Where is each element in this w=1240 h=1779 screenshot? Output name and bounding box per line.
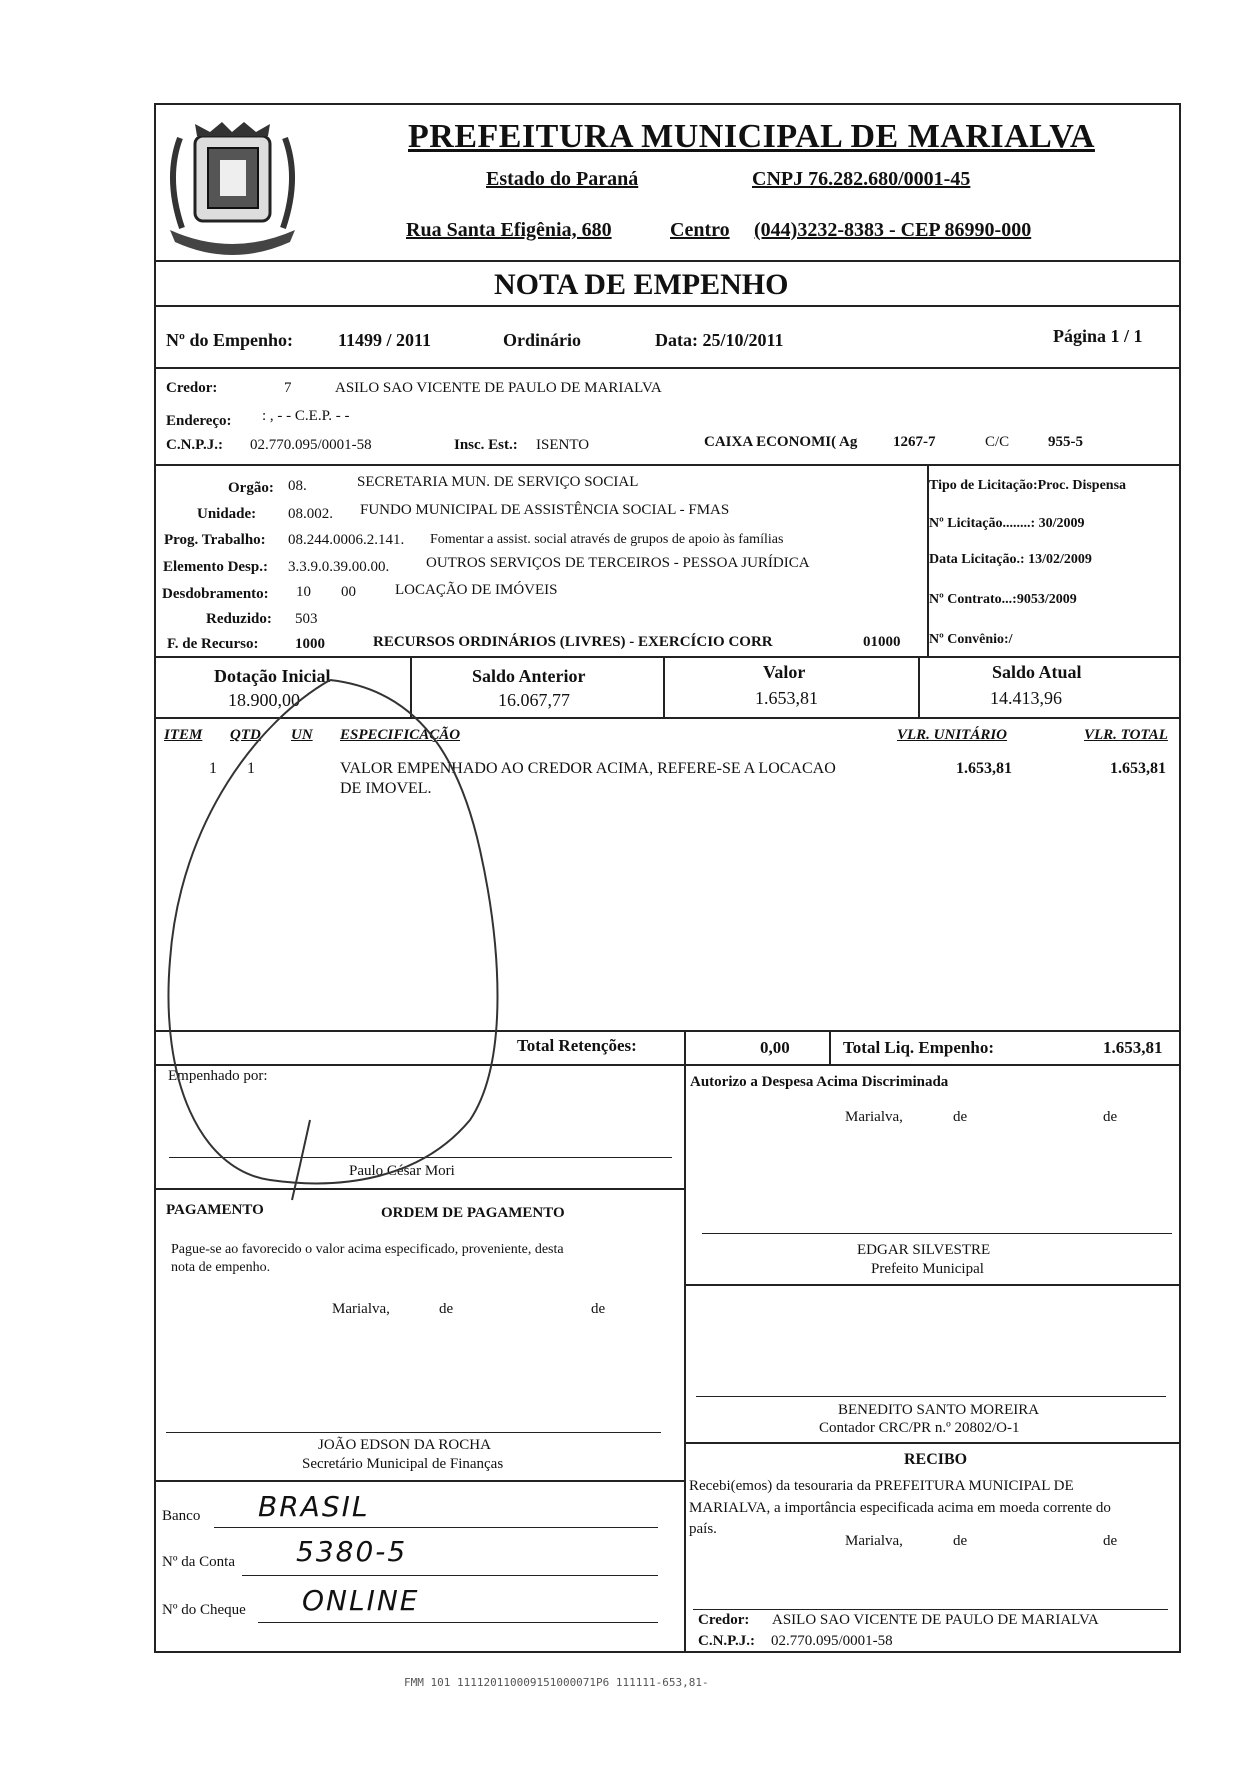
- item-unit-value: 1.653,81: [956, 760, 1012, 777]
- recurso-ref: 01000: [863, 634, 901, 650]
- elemento-name: OUTROS SERVIÇOS DE TERCEIROS - PESSOA JURÍDICA: [426, 555, 810, 571]
- pagamento-place: Marialva,: [332, 1301, 390, 1317]
- recurso-name: RECURSOS ORDINÁRIOS (LIVRES) - EXERCÍCIO CORR: [373, 634, 773, 650]
- saldo-anterior-value: 16.067,77: [498, 690, 570, 710]
- saldo-atual-label: Saldo Atual: [992, 662, 1082, 682]
- prog-label: Prog. Trabalho:: [164, 532, 266, 548]
- credor-name: ASILO SAO VICENTE DE PAULO DE MARIALVA: [335, 380, 662, 396]
- unidade-label: Unidade:: [197, 506, 257, 522]
- footer-code: FMM 101 111120110009151000071P6 111111-653,81-: [404, 1676, 709, 1689]
- licitacao-convenio: Nº Convênio:/: [929, 632, 1013, 647]
- item-qtd: 1: [247, 760, 255, 777]
- divider: [154, 1064, 1181, 1066]
- desdobramento-label: Desdobramento:: [162, 586, 269, 602]
- licitacao-tipo: Tipo de Licitação:Proc. Dispensa: [929, 478, 1127, 493]
- elemento-label: Elemento Desp.:: [163, 559, 268, 575]
- signature-line: [693, 1609, 1168, 1610]
- recibo-text-line3: país.: [689, 1521, 717, 1537]
- address-value: : , - - C.E.P. - -: [262, 408, 350, 424]
- reduzido-label: Reduzido:: [206, 611, 272, 627]
- cc-label: C/C: [985, 434, 1010, 450]
- divider: [410, 656, 412, 718]
- cnpj-label: C.N.P.J.:: [166, 437, 223, 453]
- cheque-label: Nº do Cheque: [162, 1602, 246, 1618]
- recibo-text-line1: Recebi(emos) da tesouraria da PREFEITURA MUNICIPAL DE: [689, 1478, 1074, 1494]
- header-district: Centro: [670, 219, 730, 241]
- bank-name: CAIXA ECONOMI( Ag: [704, 434, 858, 450]
- empenho-number: 11499 / 2011: [338, 330, 432, 350]
- divider: [154, 464, 1181, 466]
- unidade-name: FUNDO MUNICIPAL DE ASSISTÊNCIA SOCIAL - FMAS: [360, 502, 730, 518]
- field-line: [242, 1575, 658, 1576]
- empenho-label: Nº do Empenho:: [166, 330, 293, 350]
- recurso-code: 1000: [295, 636, 325, 652]
- recibo-credor-label: Credor:: [698, 1612, 750, 1628]
- divider: [684, 1064, 686, 1653]
- item-total-value: 1.653,81: [1110, 760, 1166, 777]
- pagamento-label: PAGAMENTO: [166, 1202, 264, 1218]
- divider: [154, 656, 1181, 658]
- header-phone-cep: (044)3232-8383 - CEP 86990-000: [754, 219, 1032, 241]
- contador-signer: BENEDITO SANTO MOREIRA: [838, 1402, 1040, 1418]
- liq-label: Total Liq. Empenho:: [843, 1038, 994, 1057]
- conta-label: Nº da Conta: [162, 1554, 235, 1570]
- pagamento-de1: de: [439, 1301, 454, 1317]
- field-line: [214, 1527, 658, 1528]
- item-desc-line1: VALOR EMPENHADO AO CREDOR ACIMA, REFERE-SE A LOCACAO: [340, 760, 836, 777]
- autorizo-place: Marialva,: [845, 1109, 903, 1125]
- autorizo-de1: de: [953, 1109, 968, 1125]
- liq-value: 1.653,81: [1103, 1038, 1163, 1057]
- licitacao-contrato: Nº Contrato...:9053/2009: [929, 592, 1077, 607]
- divider: [154, 260, 1181, 262]
- recibo-cnpj-value: 02.770.095/0001-58: [771, 1633, 893, 1649]
- signature-line: [702, 1233, 1172, 1234]
- recibo-label: RECIBO: [904, 1451, 968, 1468]
- signature-line: [696, 1396, 1166, 1397]
- insc-value: ISENTO: [536, 437, 590, 453]
- banco-label: Banco: [162, 1508, 201, 1524]
- dotacao-label: Dotação Inicial: [214, 666, 331, 686]
- divider: [918, 656, 920, 718]
- autorizo-de2: de: [1103, 1109, 1118, 1125]
- conta-handwritten: 5380-5: [296, 1535, 408, 1568]
- banco-handwritten: BRASIL: [258, 1490, 370, 1523]
- pagamento-text-line2: nota de empenho.: [171, 1260, 271, 1275]
- reduzido-value: 503: [295, 611, 318, 627]
- divider: [154, 717, 1181, 719]
- divider: [684, 1284, 1181, 1286]
- recibo-cnpj-label: C.N.P.J.:: [698, 1633, 755, 1649]
- signature-line: [166, 1432, 661, 1433]
- divider: [684, 1442, 1181, 1444]
- address-label: Endereço:: [166, 413, 232, 429]
- divider: [829, 1030, 831, 1066]
- ordem-pagamento-label: ORDEM DE PAGAMENTO: [381, 1205, 565, 1221]
- doc-title: NOTA DE EMPENHO: [494, 268, 789, 301]
- header-state: Estado do Paraná: [486, 168, 639, 190]
- recibo-credor-name: ASILO SAO VICENTE DE PAULO DE MARIALVA: [772, 1612, 1099, 1628]
- cc-value: 955-5: [1048, 434, 1083, 450]
- pagamento-de2: de: [591, 1301, 606, 1317]
- valor-label: Valor: [763, 662, 806, 682]
- unidade-code: 08.002.: [288, 506, 333, 522]
- divider: [154, 305, 1181, 307]
- cnpj-value: 02.770.095/0001-58: [250, 437, 372, 453]
- header-cnpj: CNPJ 76.282.680/0001-45: [752, 168, 971, 190]
- col-qtd: QTD: [230, 727, 261, 743]
- credor-label: Credor:: [166, 380, 218, 396]
- orgao-code: 08.: [288, 478, 307, 494]
- recurso-label: F. de Recurso:: [167, 636, 259, 652]
- empenho-type: Ordinário: [503, 330, 582, 350]
- divider: [154, 1188, 685, 1190]
- recibo-de1: de: [953, 1533, 968, 1549]
- col-item: ITEM: [164, 727, 203, 743]
- elemento-code: 3.3.9.0.39.00.00.: [288, 559, 390, 575]
- recibo-de2: de: [1103, 1533, 1118, 1549]
- licitacao-data: Data Licitação.: 13/02/2009: [929, 552, 1092, 567]
- autorizo-label: Autorizo a Despesa Acima Discriminada: [690, 1074, 949, 1090]
- orgao-label: Orgão:: [228, 480, 274, 496]
- pagamento-text-line1: Pague-se ao favorecido o valor acima especificado, proveniente, desta: [171, 1242, 564, 1257]
- credor-code: 7: [284, 380, 292, 396]
- pagamento-signer: JOÃO EDSON DA ROCHA: [318, 1437, 491, 1453]
- recibo-text-line2: MARIALVA, a importância especificada acima em moeda corrente do: [689, 1500, 1111, 1516]
- cheque-handwritten: ONLINE: [302, 1584, 420, 1617]
- prog-name: Fomentar a assist. social através de grupos de apoio às famílias: [430, 532, 784, 547]
- header-title: PREFEITURA MUNICIPAL DE MARIALVA: [408, 118, 1095, 155]
- empenhado-label: Empenhado por:: [168, 1068, 268, 1084]
- retencoes-value: 0,00: [760, 1038, 790, 1057]
- signature-line: [169, 1157, 672, 1158]
- desdobramento-a: 10: [296, 584, 311, 600]
- valor-value: 1.653,81: [755, 688, 818, 708]
- field-line: [258, 1622, 658, 1623]
- page-number: Página 1 / 1: [1053, 326, 1143, 346]
- autorizo-role: Prefeito Municipal: [871, 1261, 984, 1277]
- item-desc-line2: DE IMOVEL.: [340, 780, 432, 797]
- col-vlr-total: VLR. TOTAL: [1084, 727, 1168, 743]
- desdobramento-b: 00: [341, 584, 356, 600]
- contador-role: Contador CRC/PR n.º 20802/O-1: [819, 1420, 1020, 1436]
- divider: [154, 1480, 685, 1482]
- empenho-date: Data: 25/10/2011: [655, 330, 784, 350]
- licitacao-numero: Nº Licitação........: 30/2009: [929, 516, 1085, 531]
- recibo-place: Marialva,: [845, 1533, 903, 1549]
- saldo-anterior-label: Saldo Anterior: [472, 666, 586, 686]
- pagamento-role: Secretário Municipal de Finanças: [302, 1456, 504, 1472]
- col-un: UN: [291, 727, 313, 743]
- prog-code: 08.244.0006.2.141.: [288, 532, 405, 548]
- divider: [154, 367, 1181, 369]
- col-vlr-unitario: VLR. UNITÁRIO: [897, 727, 1008, 743]
- retencoes-label: Total Retenções:: [517, 1036, 637, 1055]
- dotacao-value: 18.900,00: [228, 690, 300, 710]
- orgao-name: SECRETARIA MUN. DE SERVIÇO SOCIAL: [357, 474, 639, 490]
- divider: [154, 1030, 1181, 1032]
- desdobramento-name: LOCAÇÃO DE IMÓVEIS: [395, 582, 558, 598]
- divider: [663, 656, 665, 718]
- empenhado-signer: Paulo César Mori: [349, 1163, 455, 1179]
- item-number: 1: [209, 760, 217, 777]
- saldo-atual-value: 14.413,96: [990, 688, 1062, 708]
- divider: [684, 1030, 686, 1066]
- bank-agency: 1267-7: [893, 434, 936, 450]
- header-address: Rua Santa Efigênia, 680: [406, 219, 612, 241]
- insc-label: Insc. Est.:: [454, 437, 518, 453]
- autorizo-signer: EDGAR SILVESTRE: [857, 1242, 991, 1258]
- col-especificacao: ESPECIFICAÇÃO: [340, 727, 461, 743]
